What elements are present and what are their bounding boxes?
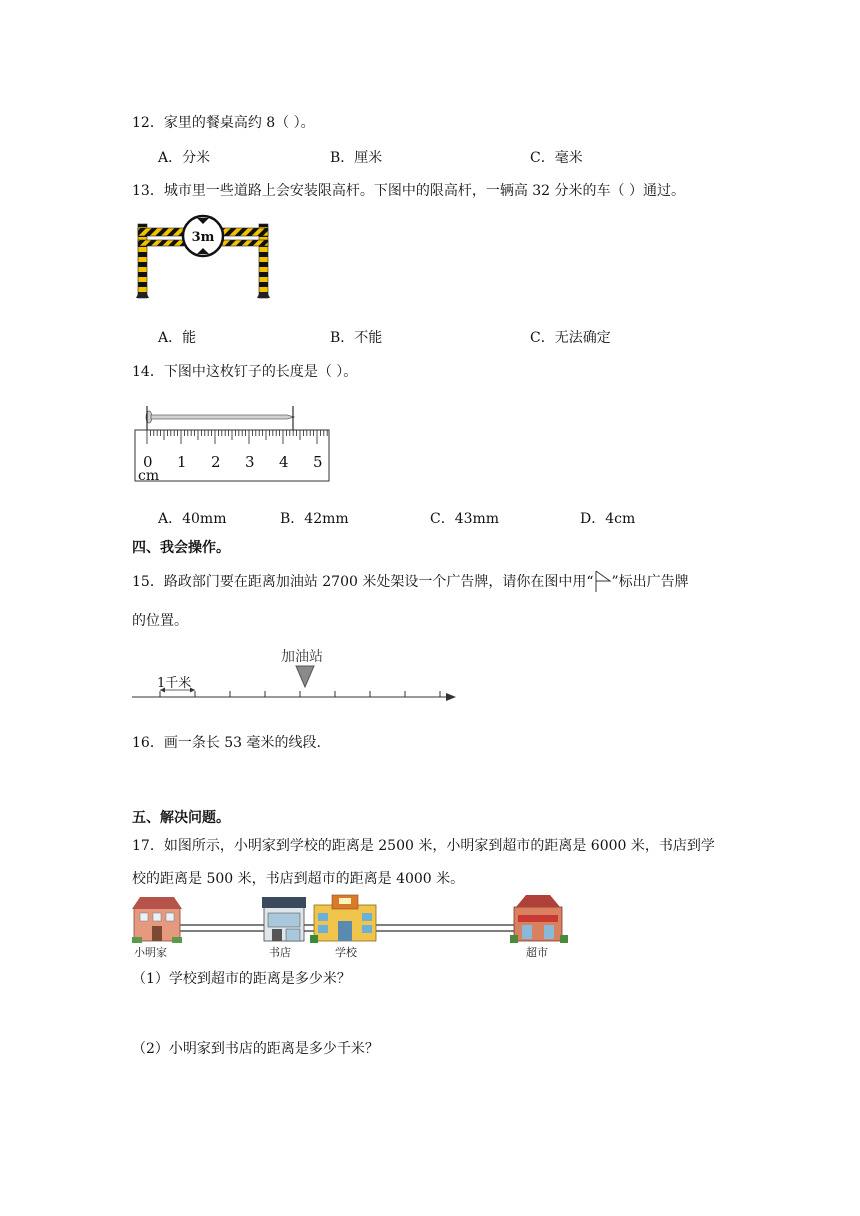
place-label-home: 小明家 [134,946,167,959]
q13-option-b: B．不能 [330,330,383,346]
ruler-number: 2 [211,453,221,471]
number-line-figure [130,645,460,705]
supermarket-icon [510,895,568,943]
q14-option-b: B．42mm [280,511,349,527]
q14-option-c: C．43mm [430,511,500,527]
q13-text: 13．城市里一些道路上会安装限高杆。下图中的限高杆，一辆高 32 分米的车（ ）通过。 [132,183,685,199]
q14-option-d: D．4cm [580,511,636,527]
q15-text-part2: ”标出广告牌 [611,574,689,590]
nail-icon [146,411,294,423]
q15-text-line2: 的位置。 [132,613,188,629]
q15-text-part1: 15．路政部门要在距离加油站 2700 米处架设一个广告牌，请你在图中用“ [132,574,594,590]
place-label-supermarket: 超市 [526,946,548,959]
ruler-number: 0 [143,453,153,471]
place-label-school: 学校 [335,946,357,959]
station-label: 加油站 [281,649,323,665]
q12-text: 12．家里的餐桌高约 8（ ）。 [132,115,315,131]
ruler-number: 3 [245,453,255,471]
section-4-title: 四、我会操作。 [132,540,230,556]
nail-ruler-figure [132,396,332,486]
flag-icon [594,570,612,592]
q14-option-a: A．40mm [158,511,227,527]
q12-option-b: B．厘米 [330,150,383,166]
ruler [135,430,329,484]
q12-option-c: C．毫米 [530,150,583,166]
q14-text: 14．下图中这枚钉子的长度是（ ）。 [132,364,358,380]
bookstore-icon [262,897,306,941]
q17-text-line1: 17．如图所示，小明家到学校的距离是 2500 米，小明家到超市的距离是 6000 米，书店到学 [132,838,715,854]
q17-sub2: （2）小明家到书店的距离是多少千米？ [132,1041,379,1057]
school-icon [310,895,376,943]
ruler-number: 4 [279,453,289,471]
q15-text-line1 [132,570,689,592]
sign-label: 3m [191,230,215,245]
height-limit-barrier-figure [134,212,274,304]
q13-option-c: C．无法确定 [530,330,611,346]
q16-text: 16．画一条长 53 毫米的线段. [132,735,321,751]
q12-option-a: A．分米 [158,150,211,166]
place-label-bookstore: 书店 [269,946,291,959]
station-marker-icon [296,666,314,687]
q17-sub1: （1）学校到超市的距离是多少米？ [132,971,351,987]
q17-text-line2: 校的距离是 500 米，书店到超市的距离是 4000 米。 [132,871,465,887]
ruler-number: 5 [313,453,323,471]
ruler-unit: cm [138,468,160,484]
ruler-number: 1 [177,453,187,471]
section-5-title: 五、解决问题。 [132,810,230,826]
q13-option-a: A．能 [158,330,197,346]
route-figure [132,893,572,961]
house-icon [132,897,182,943]
scale-label: 1千米 [157,676,192,691]
